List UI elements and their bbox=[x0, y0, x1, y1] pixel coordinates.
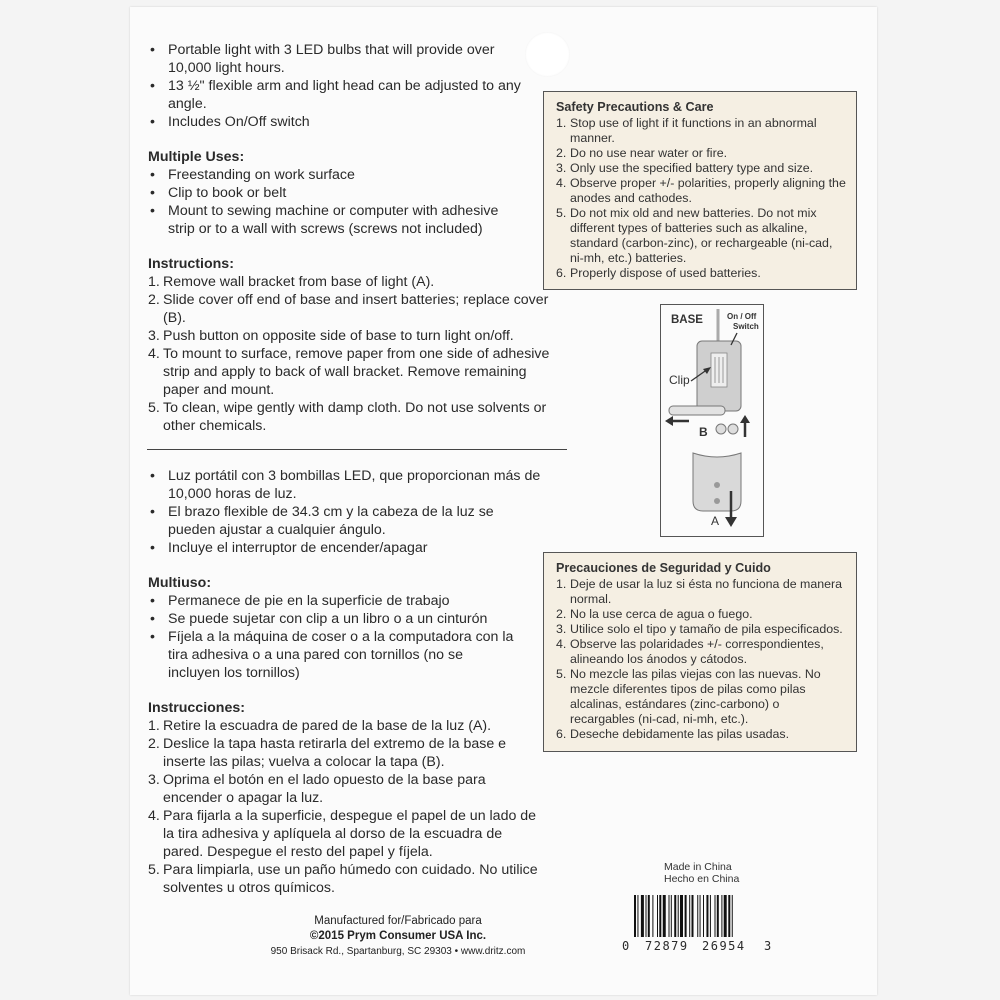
list-item: 6. Deseche debidamente las pilas usadas. bbox=[556, 727, 790, 741]
list-item: 1. Remove wall bracket from base of light (A). bbox=[148, 274, 435, 290]
list-item: 4. Observe proper +/- polarities, properly aligning the anodes and cathodes. bbox=[556, 176, 846, 205]
barcode-bar bbox=[678, 895, 679, 937]
uses-heading-en: Multiple Uses: bbox=[148, 149, 245, 165]
list-item: • 13 ½" flexible arm and light head can be adjusted to any angle. bbox=[148, 77, 528, 113]
footer-line2: ©2015 Prym Consumer USA Inc. bbox=[309, 930, 487, 942]
list-item: • Luz portátil con 3 bombillas LED, que proporcionan más de 10,000 horas de luz. bbox=[148, 467, 543, 503]
made-in-en: Made in China bbox=[664, 861, 732, 873]
list-item: 5. Do not mix old and new batteries. Do not mix different types of batteries such as alkaline, standard (carbon-zinc), or rechargeable (ni-cad, ni-mh, etc.) batteries. bbox=[556, 206, 833, 265]
list-item: • Fíjela a la máquina de coser o a la computadora con la tira adhesiva o a una pared con tornillos (no se incluyen los tornillos) bbox=[148, 628, 518, 682]
list-item: • Incluye el interruptor de encender/apagar bbox=[148, 539, 543, 557]
list-item: 2. Slide cover off end of base and insert batteries; replace cover (B). bbox=[148, 292, 549, 326]
footer-line1: Manufactured for/Fabricado para bbox=[314, 915, 482, 927]
list-item: 5. To clean, wipe gently with damp cloth. Do not use solvents or other chemicals. bbox=[148, 400, 547, 434]
list-item: 4. To mount to surface, remove paper from one side of adhesive strip and apply to back of wall bracket. Remove remaining paper and mount. bbox=[148, 346, 550, 398]
list-item: 3. Oprima el botón en el lado opuesto de la base para encender o apagar la luz. bbox=[148, 772, 486, 806]
instructions-list-es bbox=[148, 717, 538, 897]
list-item: 2. Deslice la tapa hasta retirarla del extremo de la base e inserte las pilas; vuelva a colocar la tapa (B). bbox=[148, 736, 507, 770]
safety-title-en: Safety Precautions & Care bbox=[556, 100, 714, 114]
manufacturer-footer bbox=[268, 914, 528, 959]
safety-box-es bbox=[543, 552, 857, 752]
clip-label: Clip bbox=[669, 373, 690, 387]
list-item: • Freestanding on work surface bbox=[148, 166, 513, 184]
base-illustration bbox=[661, 305, 762, 535]
barcode-bar bbox=[634, 895, 636, 937]
list-item: • Mount to sewing machine or computer with adhesive strip or to a wall with screws (screws not included) bbox=[148, 202, 513, 238]
list-item: 4. Para fijarla a la superficie, despegue el papel de un lado de la tira adhesiva y aplíquela al dorso de la escuadra de pared. Despegue el resto del papel y fíjela. bbox=[148, 808, 537, 860]
list-item: • Portable light with 3 LED bulbs that will provide over 10,000 light hours. bbox=[148, 41, 528, 77]
switch-label-2: Switch bbox=[733, 322, 759, 331]
barcode-bar bbox=[724, 895, 727, 937]
list-item: 3. Utilice solo el tipo y tamaño de pila especificados. bbox=[556, 622, 843, 636]
barcode-bar bbox=[700, 895, 701, 937]
barcode-bar bbox=[717, 895, 719, 937]
hang-hole bbox=[525, 32, 570, 77]
barcode-bars bbox=[622, 895, 772, 943]
safety-box-en bbox=[543, 91, 857, 290]
barcode-bar bbox=[732, 895, 733, 937]
list-item: • Includes On/Off switch bbox=[148, 113, 528, 131]
barcode-bar bbox=[637, 895, 638, 937]
list-item: 5. No mezcle las pilas viejas con las nuevas. No mezcle diferentes tipos de pilas como pilas alcalinas, estándares (zinc-carbono) o recargables (ni-cad, ni-mh, etc.). bbox=[556, 667, 821, 726]
barcode-bar bbox=[652, 895, 653, 937]
instructions-heading-es: Instrucciones: bbox=[148, 700, 245, 716]
uses-heading-es: Multiuso: bbox=[148, 575, 212, 591]
barcode-bar bbox=[669, 895, 670, 937]
instructions-list-en bbox=[148, 273, 563, 435]
barcode-bar bbox=[641, 895, 644, 937]
barcode-bar bbox=[663, 895, 666, 937]
list-item: • Permanece de pie en la superficie de trabajo bbox=[148, 592, 518, 610]
section-divider bbox=[147, 449, 567, 450]
safety-list-es bbox=[556, 577, 846, 742]
barcode-bar bbox=[657, 895, 658, 937]
list-item: 3. Push button on opposite side of base to turn light on/off. bbox=[148, 328, 514, 344]
safety-list-en bbox=[556, 116, 846, 281]
barcode-bar bbox=[646, 895, 647, 937]
base-diagram bbox=[660, 304, 764, 537]
list-item: 2. No la use cerca de agua o fuego. bbox=[556, 607, 753, 621]
list-item: • Se puede sujetar con clip a un libro o a un cinturón bbox=[148, 610, 518, 628]
b-label: B bbox=[699, 425, 708, 439]
barcode-bar bbox=[674, 895, 676, 937]
barcode-group1: 72879 bbox=[645, 939, 689, 953]
footer-line3: 950 Brisack Rd., Spartanburg, SC 29303 • www.dritz.com bbox=[270, 946, 526, 957]
barcode-bar bbox=[728, 895, 730, 937]
barcode-bar bbox=[715, 895, 716, 937]
features-list-es bbox=[148, 467, 543, 557]
base-label: BASE bbox=[671, 314, 703, 326]
made-in bbox=[664, 861, 739, 885]
barcode-group2: 26954 bbox=[702, 939, 746, 953]
uses-list-en bbox=[148, 166, 513, 238]
barcode-bar bbox=[671, 895, 672, 937]
list-item: 1. Deje de usar la luz si ésta no funciona de manera normal. bbox=[556, 577, 843, 606]
instructions-heading-en: Instructions: bbox=[148, 256, 234, 272]
barcode-bar bbox=[680, 895, 683, 937]
spanish-section bbox=[148, 467, 543, 897]
list-item: • Clip to book or belt bbox=[148, 184, 513, 202]
barcode-bar bbox=[659, 895, 661, 937]
barcode-bar bbox=[692, 895, 694, 937]
barcode-bar bbox=[697, 895, 698, 937]
barcode-bar bbox=[706, 895, 708, 937]
list-item: 1. Stop use of light if it functions in an abnormal manner. bbox=[556, 116, 817, 145]
list-item: 3. Only use the specified battery type and size. bbox=[556, 161, 814, 175]
barcode bbox=[622, 895, 772, 955]
list-item: 1. Retire la escuadra de pared de la base de la luz (A). bbox=[148, 718, 492, 734]
list-item: 4. Observe las polaridades +/- correspondientes, alineando los ánodos y cátodos. bbox=[556, 637, 824, 666]
barcode-bar bbox=[689, 895, 690, 937]
barcode-left-digit: 0 bbox=[622, 939, 630, 953]
list-item: • El brazo flexible de 34.3 cm y la cabeza de la luz se pueden ajustar a cualquier ángulo. bbox=[148, 503, 543, 539]
barcode-bar bbox=[721, 895, 722, 937]
barcode-bar bbox=[685, 895, 687, 937]
made-in-es: Hecho en China bbox=[664, 873, 740, 885]
list-item: 5. Para limpiarla, use un paño húmedo con cuidado. No utilice solventes u otros químicos. bbox=[148, 862, 538, 896]
barcode-bar bbox=[710, 895, 711, 937]
list-item: 6. Properly dispose of used batteries. bbox=[556, 266, 761, 280]
english-section bbox=[148, 41, 550, 435]
barcode-bar bbox=[648, 895, 650, 937]
a-label: A bbox=[711, 514, 720, 528]
barcode-bar bbox=[703, 895, 704, 937]
features-list-en bbox=[148, 41, 528, 131]
list-item: 2. Do no use near water or fire. bbox=[556, 146, 728, 160]
uses-list-es bbox=[148, 592, 518, 682]
safety-title-es: Precauciones de Seguridad y Cuido bbox=[556, 561, 771, 575]
barcode-right-digit: 3 bbox=[764, 939, 772, 953]
switch-label-1: On / Off bbox=[727, 312, 757, 321]
